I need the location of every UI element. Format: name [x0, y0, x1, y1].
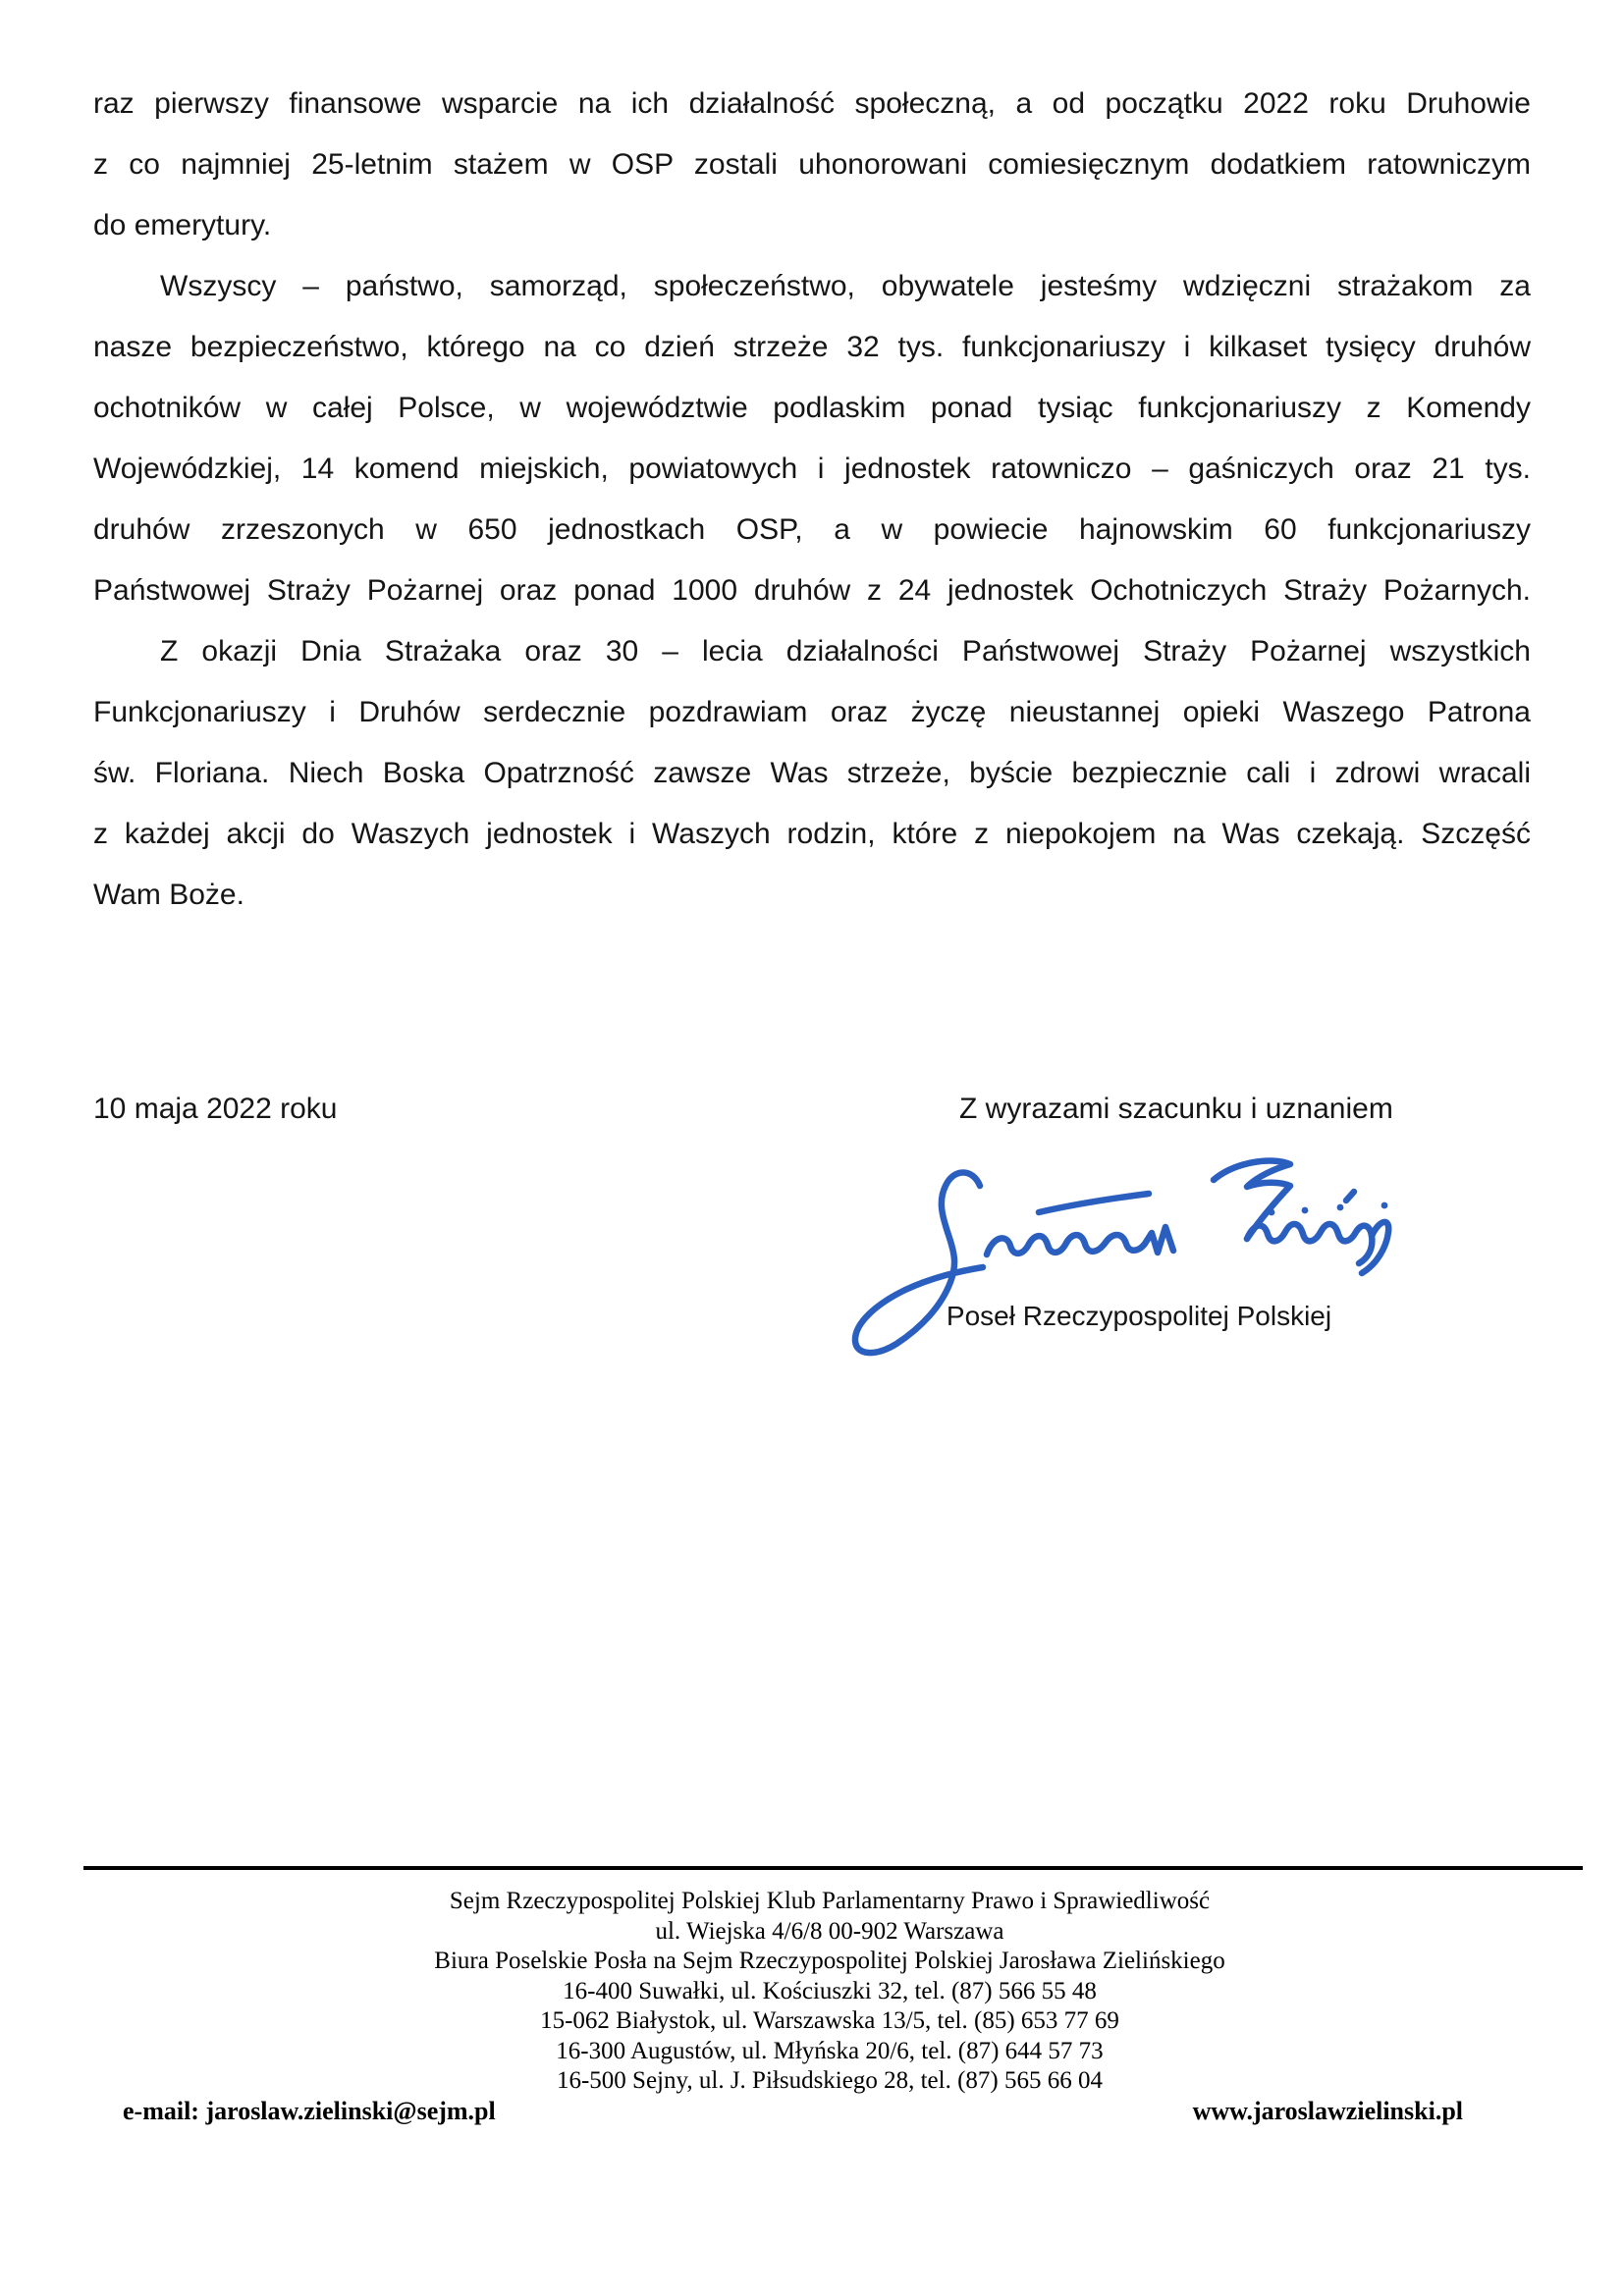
footer-address-line: 15-062 Białystok, ul. Warszawska 13/5, tel. (85) 653 77 69	[540, 2007, 1119, 2034]
signature-stroke	[987, 1227, 1173, 1255]
footer-address-line: 16-400 Suwałki, ul. Kościuszki 32, tel. (87) 566 55 48	[563, 1977, 1097, 2004]
signer-title: Poseł Rzeczypospolitej Polskiej	[946, 1301, 1332, 1331]
signature-stroke	[1039, 1194, 1149, 1212]
body-line: z każdej akcji do Waszych jednostek i Waszych rodzin, które z niepokojem na Was czekają. Szczęść	[93, 818, 1531, 850]
body-line: do emerytury.	[93, 209, 272, 241]
signature-dot	[1302, 1207, 1309, 1214]
body-line: św. Floriana. Niech Boska Opatrzność zawsze Was strzeże, byście bezpiecznie cali i zdrowi wracali	[93, 757, 1531, 789]
body-line: ochotników w całej Polsce, w województwie podlaskim ponad tysiąc funkcjonariuszy z Komendy	[93, 392, 1531, 424]
footer-address-line: 16-300 Augustów, ul. Młyńska 20/6, tel. (87) 644 57 73	[556, 2037, 1104, 2064]
body-line: Z okazji Dnia Strażaka oraz 30 – lecia działalności Państwowej Straży Pożarnej wszystkich	[160, 635, 1531, 667]
footer-divider	[83, 1866, 1583, 1870]
closing-salutation: Z wyrazami szacunku i uznaniem	[959, 1093, 1393, 1125]
letter-body	[93, 74, 1531, 926]
footer-email: e-mail: jaroslaw.zielinski@sejm.pl	[123, 2097, 496, 2125]
signature-dot	[1381, 1202, 1388, 1209]
signature-dot	[1337, 1204, 1344, 1211]
letter-date: 10 maja 2022 roku	[93, 1093, 338, 1125]
signature-stroke	[1362, 1222, 1388, 1273]
footer-address-line: 16-500 Sejny, ul. J. Piłsudskiego 28, tel. (87) 565 66 04	[556, 2067, 1103, 2094]
footer-address-block	[83, 1887, 1576, 2097]
body-line: Funkcjonariuszy i Druhów serdecznie pozdrawiam oraz życzę nieustannej opieki Waszego Patrona	[93, 696, 1531, 728]
body-line: raz pierwszy finansowe wsparcie na ich działalność społeczną, a od początku 2022 roku Druhowie	[93, 87, 1531, 120]
body-line: z co najmniej 25-letnim stażem w OSP zostali uhonorowani comiesięcznym dodatkiem ratowniczym	[93, 148, 1531, 181]
footer-address-line: Sejm Rzeczypospolitej Polskiej Klub Parlamentarny Prawo i Sprawiedliwość	[449, 1888, 1211, 1914]
body-line: druhów zrzeszonych w 650 jednostkach OSP, a w powiecie hajnowskim 60 funkcjonariuszy	[93, 513, 1531, 546]
body-line: nasze bezpieczeństwo, którego na co dzień strzeże 32 tys. funkcjonariuszy i kilkaset tysięcy druhów	[93, 331, 1531, 363]
signature-dot	[1269, 1209, 1275, 1216]
body-line: Wszyscy – państwo, samorząd, społeczeństwo, obywatele jesteśmy wdzięczni strażakom za	[160, 270, 1531, 302]
signature-stroke	[1247, 1224, 1372, 1263]
signature-image	[849, 1156, 1419, 1367]
footer-address-line: Biura Poselskie Posła na Sejm Rzeczypospolitej Polskiej Jarosława Zielińskiego	[434, 1948, 1225, 1974]
footer-website: www.jaroslawzielinski.pl	[1192, 2097, 1463, 2125]
body-line: Wojewódzkiej, 14 komend miejskich, powiatowych i jednostek ratowniczo – gaśniczych oraz 21 tys.	[93, 453, 1531, 485]
signature-stroke	[1346, 1192, 1354, 1201]
body-line: Państwowej Straży Pożarnej oraz ponad 1000 druhów z 24 jednostek Ochotniczych Straży Pożarnych.	[93, 574, 1531, 607]
footer-address-line: ul. Wiejska 4/6/8 00-902 Warszawa	[655, 1917, 1004, 1945]
signature	[849, 1156, 1419, 1367]
body-line: Wam Boże.	[93, 879, 244, 911]
footer-contact-row	[123, 2097, 1463, 2126]
